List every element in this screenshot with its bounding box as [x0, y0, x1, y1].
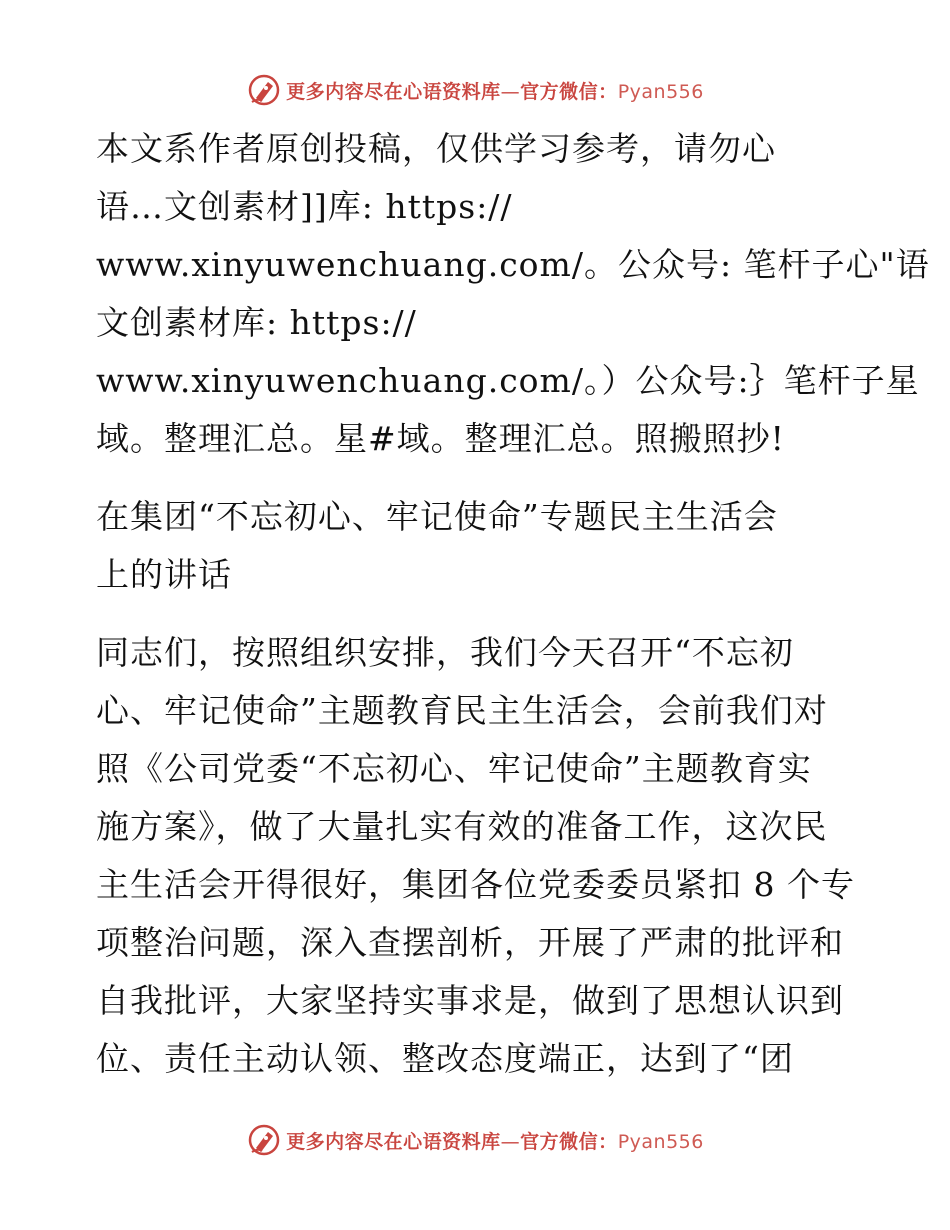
text-line: 自我批评，大家坚持实事求是，做到了思想认识到 [96, 981, 844, 1020]
text-line: 域。整理汇总。星#域。整理汇总。照搬照抄! [96, 419, 785, 458]
text-line: www.xinyuwenchuang.com/。）公众号:｝笔杆子星 [96, 361, 920, 400]
document-title [96, 488, 856, 604]
body-paragraph [96, 624, 856, 1088]
watermark-text: 更多内容尽在心语资料库—官方微信：Pyan556 [286, 1130, 704, 1153]
pen-nib-icon [246, 72, 282, 108]
text-line: 项整治问题，深入查摆剖析，开展了严肃的批评和 [96, 923, 844, 962]
text-line: 照《公司党委“不忘初心、牢记使命”主题教育实 [96, 749, 812, 788]
text-line: www.xinyuwenchuang.com/。公众号: 笔杆子心"语 [96, 245, 930, 284]
text-line: 同志们，按照组织安排，我们今天召开“不忘初 [96, 633, 794, 672]
title-line: 在集团“不忘初心、牢记使命”专题民主生活会 [96, 497, 778, 536]
notice-paragraph [96, 120, 930, 468]
text-line: 本文系作者原创投稿，仅供学习参考，请勿心 [96, 129, 776, 168]
text-line: 位、责任主动认领、整改态度端正，达到了“团 [96, 1039, 794, 1078]
watermark-text: 更多内容尽在心语资料库—官方微信：Pyan556 [286, 80, 704, 103]
pen-nib-icon [246, 1122, 282, 1158]
document-page [96, 120, 930, 1088]
header-watermark [0, 70, 950, 110]
text-line: 心、牢记使命”主题教育民主生活会，会前我们对 [96, 691, 828, 730]
text-line: 施方案》，做了大量扎实有效的准备工作，这次民 [96, 807, 828, 846]
footer-watermark [0, 1120, 950, 1160]
text-line: 主生活会开得很好，集团各位党委委员紧扣 8 个专 [96, 865, 855, 904]
text-line: 语…文创素材]]库: https:// [96, 187, 513, 226]
title-line: 上的讲话 [96, 555, 232, 594]
text-line: 文创素材库: https:// [96, 303, 417, 342]
